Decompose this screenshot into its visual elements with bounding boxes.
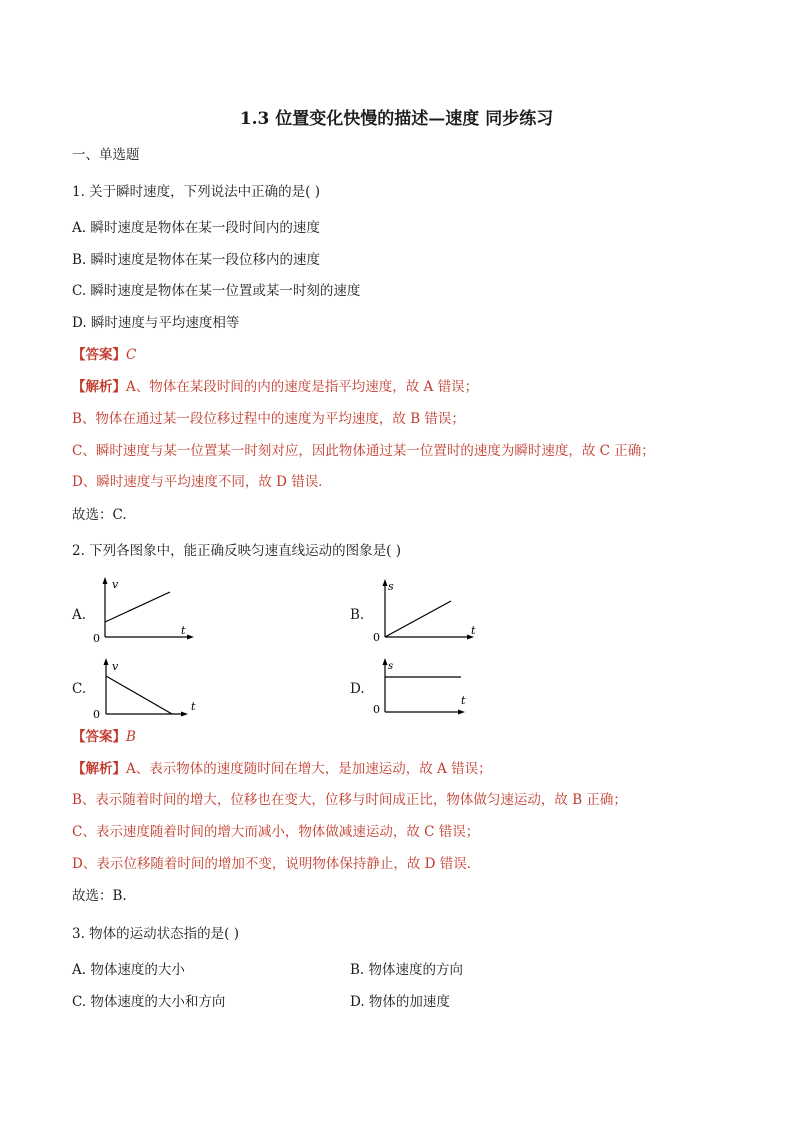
graph-c xyxy=(88,656,206,722)
section-heading: 一、单选题 xyxy=(72,147,140,163)
q1-analysis xyxy=(72,378,478,396)
y-axis-label: s xyxy=(388,580,394,593)
q3-option-c: C. 物体速度的大小和方向 xyxy=(72,994,226,1010)
q1-option-c: C. 瞬时速度是物体在某一位置或某一时刻的速度 xyxy=(72,283,361,299)
x-axis-label: t xyxy=(471,624,476,637)
graph-b-label: B. xyxy=(350,607,365,623)
graph-d-label: D. xyxy=(350,681,365,697)
q2-analysis xyxy=(72,760,492,778)
graph-line xyxy=(105,592,170,622)
q3-stem: 3. 物体的运动状态指的是( ) xyxy=(72,926,239,942)
origin-label: 0 xyxy=(93,708,100,721)
q3-option-a: A. 物体速度的大小 xyxy=(72,962,185,978)
analysis-line: B、物体在通过某一段位移过程中的速度为平均速度，故 B 错误； xyxy=(72,411,465,427)
graph-a xyxy=(88,575,198,645)
answer-label: 【答案】 xyxy=(72,729,126,745)
graph-b xyxy=(368,577,483,647)
graph-line xyxy=(106,676,172,714)
origin-label: 0 xyxy=(373,631,380,644)
analysis-line: A、物体在某段时间的内的速度是指平均速度，故 A 错误； xyxy=(126,379,479,395)
x-arrow xyxy=(458,710,465,715)
q1-option-b: B. 瞬时速度是物体在某一段位移内的速度 xyxy=(72,252,321,268)
graph-d xyxy=(368,656,483,718)
x-axis-label: t xyxy=(461,694,466,707)
page-title: 1.3 位置变化快慢的描述—速度 同步练习 xyxy=(239,109,554,129)
x-arrow xyxy=(181,712,188,717)
x-arrow xyxy=(187,635,194,640)
answer-label: 【答案】 xyxy=(72,347,126,363)
q1-answer xyxy=(72,346,136,364)
analysis-line: C、表示速度随着时间的增大而减小，物体做减速运动，故 C 错误； xyxy=(72,824,480,840)
origin-label: 0 xyxy=(93,632,100,645)
y-arrow xyxy=(383,658,388,665)
q1-choice: 故选：C. xyxy=(72,507,127,523)
q1-option-a: A. 瞬时速度是物体在某一段时间内的速度 xyxy=(72,220,320,236)
answer-value: B xyxy=(126,729,136,745)
q1-option-d: D. 瞬时速度与平均速度相等 xyxy=(72,315,240,331)
analysis-line: D、表示位移随着时间的增加不变，说明物体保持静止，故 D 错误． xyxy=(72,856,481,872)
analysis-label: 【解析】 xyxy=(72,379,126,395)
y-axis-label: s xyxy=(388,661,394,672)
y-arrow xyxy=(383,579,388,586)
q2-stem: 2. 下列各图象中，能正确反映匀速直线运动的图象是( ) xyxy=(72,543,401,559)
graph-c-label: C. xyxy=(72,681,87,697)
q1-stem: 1. 关于瞬时速度，下列说法中正确的是( ) xyxy=(72,184,320,200)
origin-label: 0 xyxy=(373,703,380,716)
graph-line xyxy=(385,601,451,637)
q3-option-d: D. 物体的加速度 xyxy=(350,994,450,1010)
analysis-line: D、瞬时速度与平均速度不同，故 D 错误． xyxy=(72,474,332,490)
y-axis-label: v xyxy=(112,660,119,673)
x-axis-label: t xyxy=(181,624,186,637)
x-axis-label: t xyxy=(191,700,196,713)
analysis-line: A、表示物体的速度随时间在增大，是加速运动，故 A 错误； xyxy=(126,761,492,777)
answer-value: C xyxy=(126,347,137,363)
analysis-label: 【解析】 xyxy=(72,761,126,777)
q2-choice: 故选：B. xyxy=(72,888,127,904)
y-axis-label: v xyxy=(112,578,119,591)
analysis-line: C、瞬时速度与某一位置某一时刻对应，因此物体通过某一位置时的速度为瞬时速度，故 C 正确； xyxy=(72,443,655,459)
y-arrow xyxy=(103,577,108,584)
y-arrow xyxy=(104,658,109,665)
analysis-line: B、表示随着时间的增大，位移也在变大，位移与时间成正比，物体做匀速运动，故 B 正确； xyxy=(72,792,627,808)
q3-option-b: B. 物体速度的方向 xyxy=(350,962,464,978)
graph-a-label: A. xyxy=(72,607,87,623)
q2-answer xyxy=(72,728,136,746)
